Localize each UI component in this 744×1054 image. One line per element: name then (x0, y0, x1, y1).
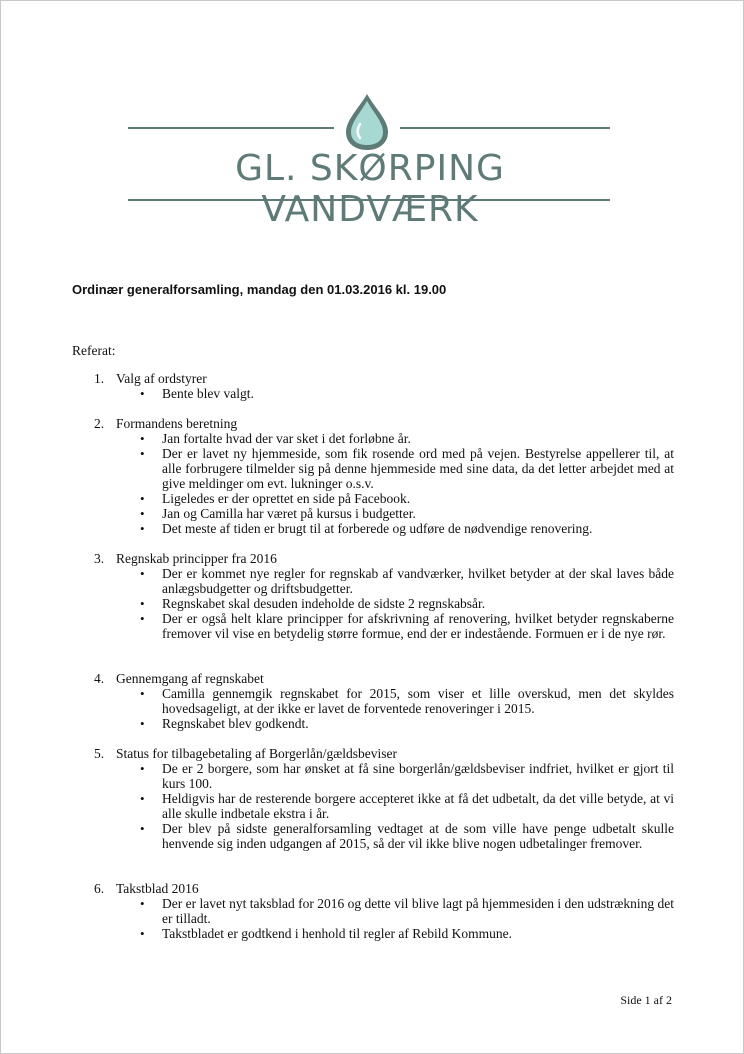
item-number: 6. (94, 881, 105, 896)
list-item: • Der er lavet nyt taksblad for 2016 og dette vil blive lagt på hjemmesiden i den udstrækning det er tilladt. (72, 896, 674, 926)
list-item: • Der er også helt klare principper for afskrivning af renovering, hvilket betyder regnskaberne fremover vil vise en betydelig større formue, end der er indestående. Formuen er i de nye rør. (72, 611, 674, 641)
item-title: Valg af ordstyrer (116, 371, 207, 386)
item-number: 5. (94, 746, 105, 761)
list-item: • Der blev på sidste generalforsamling vedtaget at de som ville have penge udbetalt skulle henvende sig inden udgangen af 2015, så der vil ikke blive nogen udbetalinger fremover. (72, 821, 674, 851)
item-number: 2. (94, 416, 105, 431)
list-item: • Der er kommet nye regler for regnskab af vandværker, hvilket betyder at der skal laves både anlægsbudgetter og driftsbudgetter. (72, 566, 674, 596)
list-item: • Bente blev valgt. (72, 386, 674, 401)
item-title: Takstblad 2016 (116, 881, 199, 896)
item-title: Formandens beretning (116, 416, 238, 431)
list-item: • Camilla gennemgik regnskabet for 2015, som viser et lille overskud, men det skyldes hovedsageligt, at der ikke er lavet de forventede renoveringer i 2015. (72, 686, 674, 716)
agenda-item-4 (72, 671, 674, 731)
item-title: Regnskab principper fra 2016 (116, 551, 277, 566)
list-item: • Regnskabet blev godkendt. (72, 716, 674, 731)
agenda-item-2 (72, 416, 674, 536)
agenda-item-3 (72, 551, 674, 641)
referat-label: Referat: (72, 343, 116, 358)
list-item: • Jan fortalte hvad der var sket i det forløbne år. (72, 431, 674, 446)
list-item: • Jan og Camilla har været på kursus i budgetter. (72, 506, 674, 521)
list-item: • Ligeledes er der oprettet en side på Facebook. (72, 491, 674, 506)
list-item: • Regnskabet skal desuden indeholde de sidste 2 regnskabsår. (72, 596, 674, 611)
list-item: • Takstbladet er godtkend i henhold til regler af Rebild Kommune. (72, 926, 674, 941)
list-item: • Heldigvis har de resterende borgere accepteret ikke at få det udbetalt, da det ville betyde, at vi alle skulle indbetale ekstra i år. (72, 791, 674, 821)
item-title: Status for tilbagebetaling af Borgerlån/gældsbeviser (116, 746, 397, 761)
list-item: • De er 2 borgere, som har ønsket at få sine borgerlån/gældsbeviser indfriet, hvilket er gjort til kurs 100. (72, 761, 674, 791)
agenda-item-1 (72, 371, 674, 401)
logo-text: GL. SKØRPING VANDVÆRK (235, 148, 505, 230)
item-number: 4. (94, 671, 105, 686)
meeting-heading: Ordinær generalforsamling, mandag den 01.03.2016 kl. 19.00 (72, 282, 447, 297)
list-item: • Det meste af tiden er brugt til at forberede og udføre de nødvendige renovering. (72, 521, 674, 536)
item-number: 3. (94, 551, 105, 566)
page-number: Side 1 af 2 (620, 993, 672, 1007)
list-item: • Der er lavet ny hjemmeside, som fik rosende ord med på vejen. Bestyrelse appellerer til, at alle forbrugere tilmelder sig på denne hjemmeside med sine data, da det letter arbejdet med at give meldinger om evt. lukninger o.s.v. (72, 446, 674, 491)
agenda-item-6 (72, 881, 674, 941)
agenda-item-5 (72, 746, 674, 851)
item-number: 1. (94, 371, 105, 386)
item-title: Gennemgang af regnskabet (116, 671, 264, 686)
